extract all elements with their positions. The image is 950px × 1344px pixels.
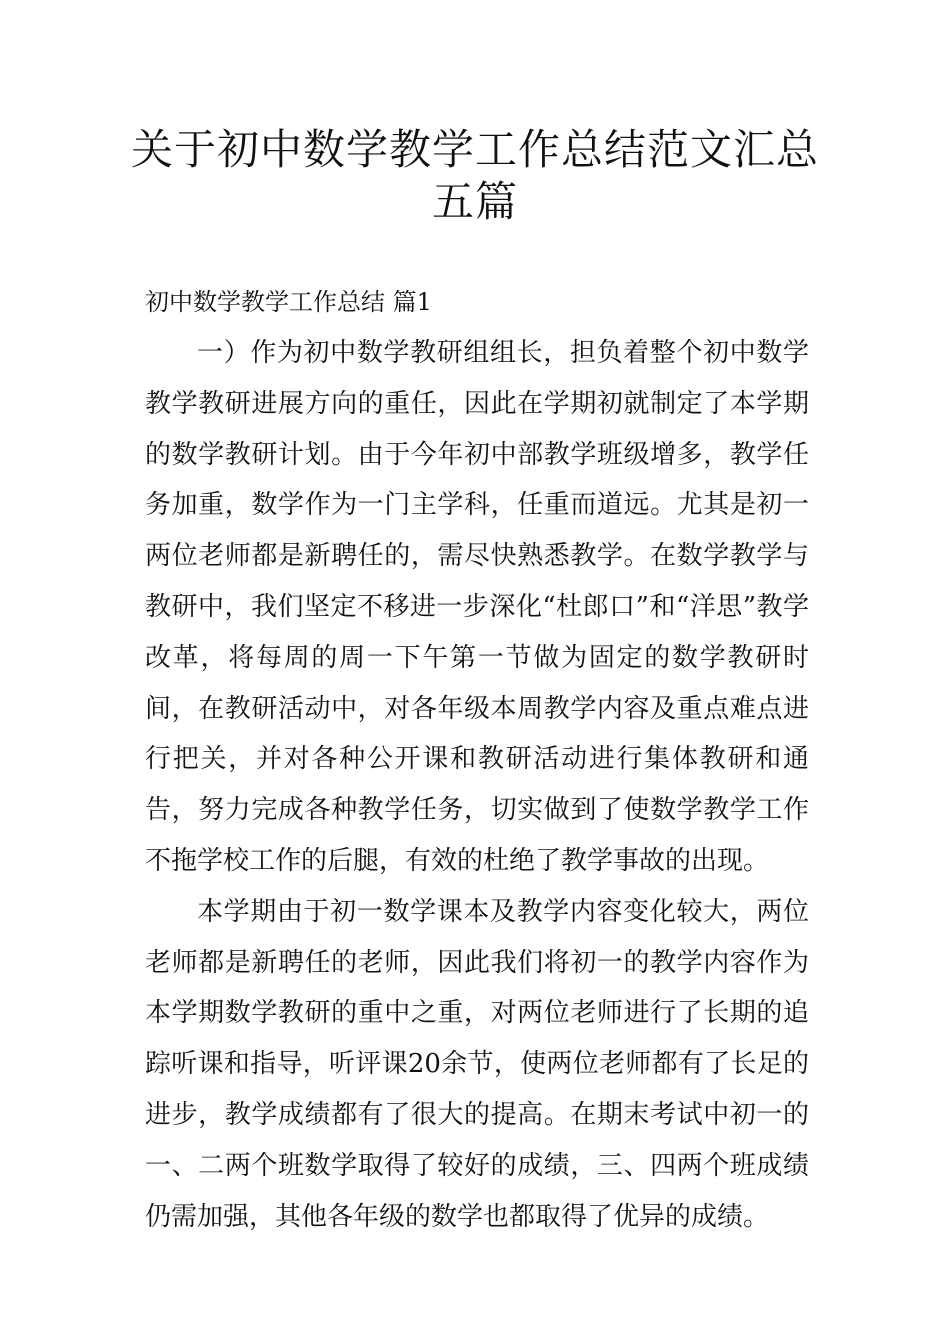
paragraph-1: 一）作为初中数学教研组组长，担负着整个初中数学教学教研进展方向的重任，因此在学期初就制定了本学期的数学教研计划。由于今年初中部教学班级增多，教学任务加重，数学作为一门主学科，任重而道远。尤其是初一两位老师都是新聘任的，需尽快熟悉教学。在数学教学与教研中，我们坚定不移进一步深化“杜郎口”和“洋思”教学改革，将每周的周一下午第一节做为固定的数学教研时间，在教研活动中，对各年级本周教学内容及重点难点进行把关，并对各种公开课和教研活动进行集体教研和通告，努力完成各种教学任务，切实做到了使数学教学工作不拖学校工作的后腿，有效的杜绝了教学事故的出现。 — [145, 338, 809, 876]
document-body — [145, 328, 809, 1242]
document-title: 关于初中数学教学工作总结范文汇总五篇 — [130, 125, 819, 226]
section-heading: 初中数学教学工作总结 篇1 — [145, 288, 432, 316]
paragraph-2: 本学期由于初一数学课本及教学内容变化较大，两位老师都是新聘任的老师，因此我们将初一的教学内容作为本学期数学教研的重中之重，对两位老师进行了长期的追踪听课和指导，听评课20余节，使两位老师都有了长足的进步，教学成绩都有了很大的提高。在期末考试中初一的一、二两个班数学取得了较好的成绩，三、四两个班成绩仍需加强，其他各年级的数学也都取得了优异的成绩。 — [145, 896, 809, 1232]
